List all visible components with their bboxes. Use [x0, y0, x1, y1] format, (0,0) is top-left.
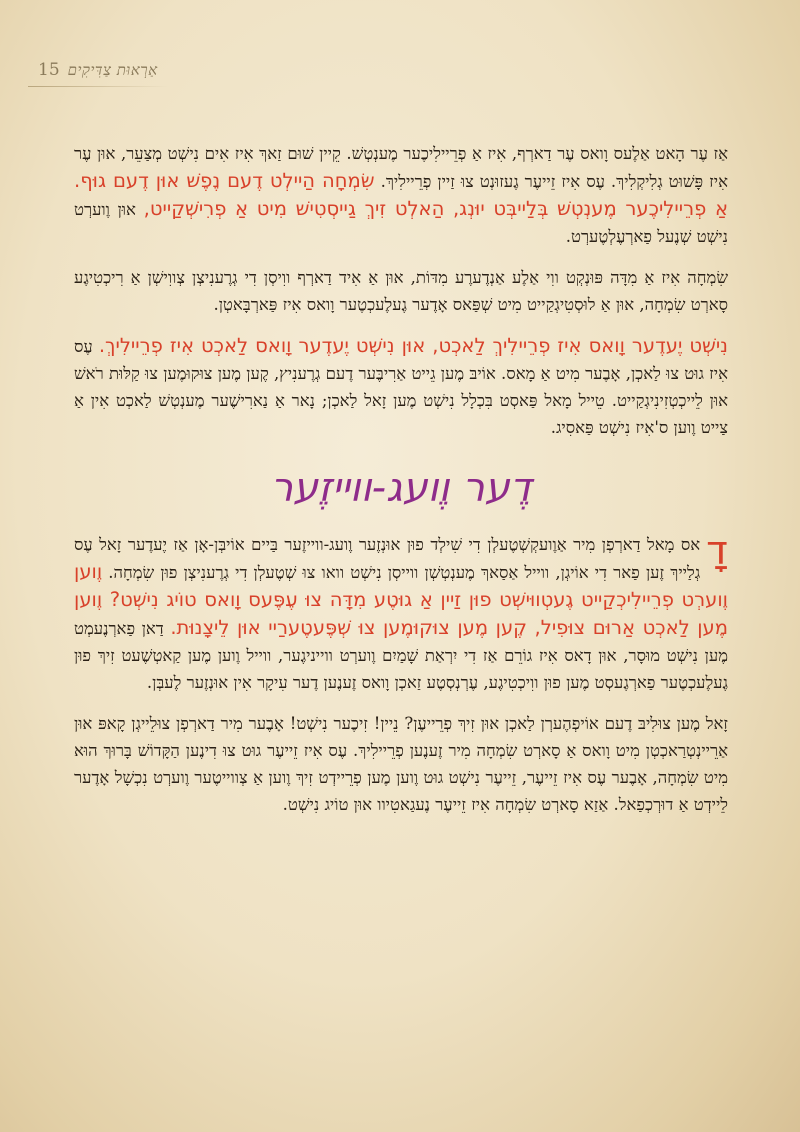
paragraph-1-text: אַז עֶר הָאט אַלֶעס וָואס עֶר דַארְף, אִיז אַ פְרֵיילִיכֶער מֶענְטְשׁ. קֵיין שׁוּם זַאךְ אִיז אִים נִישְׁט מְצַעֵר, אוּן עֶר אִיז פָּשׁוּט גְלִיקְלִיךְ. עֶס אִיז זֵייעֶר גֶעזוּנְט צוּ זַיין פְרֵיילִיךְ.	[74, 144, 728, 191]
paragraph-3	[74, 332, 728, 441]
section-heading: דֶער וֶועג-ווייזֶער	[270, 465, 532, 511]
paragraph-3-text: עֶס אִיז גוּט צוּ לַאכְן, אָבֶער מִיט אַ מָאס. אוֹיבּ מֶען גֵייט אַרִיבֶּער דֶעם גְרֶענִיץ, קֶען מֶען צוּקוּמֶען צוּ קַלּוּת רֹאשׁ אוּן לֵייכְטְזִינִיגְקַייט. טֵייל מָאל פַּאסְט בִּכְלָל נִישְׁט מֶען זָאל לַאכְן; נָאר אַ נַארִישֶׁער מֶענְטְשׁ לַאכְט אִין אַ צַייט וֶוען ס'אִיז נִישְׁט פַּאסִיג.	[74, 337, 728, 437]
paragraph-4	[74, 528, 729, 696]
paragraph-4-tail: דַאן פַארְנֶעמְט מֶען נִישְׁט מוּסָר, אוּן דָאס אִיז גוֹרֵם אַז דִי יִרְאַת שָׁמַיִם וֶוערְט ווייניגֶער, ווייל וֶוען מֶען קַאטְשֶׁעט זִיךְ פוּן גֶעלֶעכְטֶער פַארְגֶעסְט מֶען פוּן ווִיכְטִיגֶע, עֶרְנְסְטֶע זַאכְן וָואס זֶענֶען דֶער עִיקָר אִין אוּנְזֶער לֶעבְּן.	[74, 619, 728, 692]
paragraph-2: שִׂמְחָה אִיז אַ מִדָּה פּוּנְקְט ווִי אַלֶע אַנְדֶערֶע מִדּוֹת, אוּן אַ אִיד דַארְף ווִיסְן דִי גְרֶענִיצְן צְווִישְׁן אַ רִיכְטִיגֶע סָארְט שִׂמְחָה, אוּן אַ לוּסְטִיגְקַייט מִיט שְׁפַּאס אָדֶער גֶעלֶעכְטֶער וָואס אִיז פַּארְבָּאטְן.	[74, 268, 728, 314]
header-divider	[28, 86, 168, 87]
paragraph-4-highlight: וֶוען וֶוערְט פְרֵיילִיכְקַייט גֶעטְווּישְׁט פוּן זַיין אַ גוּטֶע מִדָּה צוּ עֶפֶּעס וָואס טוֹיג נִישְׁט? וֶוען מֶען לַאכְט אַרוּם צוּפִיל, קֶען מֶען צוּקוּמֶען צוּ שְׁפֶּעטֶערַיי אוּן לֵיצָנוּת.	[74, 560, 729, 639]
paragraph-5: זָאל מֶען צוּלִיבּ דֶעם אוֹיפְהֶערְן לַאכְן אוּן זִיךְ פְרֵייעֶן? נֵיין! זִיכֶער נִישְׁט! אָבֶער מִיר דַארְפְן צוּלֵייגְן קָאפּ אוּן אַרֵיינְטְרַאכְטְן מִיט וָואס אַ סָארְט שִׂמְחָה מִיר זֶענֶען פְרֵיילִיךְ. עֶס אִיז זֵייעֶר גוּט צוּ דִינֶען הַקָּדוֹשׁ בָּרוּךְ הוּא מִיט שִׂמְחָה, אָבֶער עֶס אִיז זֵייעֶר, זֵייעֶר נִישְׁט גוּט וֶוען מֶען פְרֵיידְט זִיךְ וֶוען אַ צְווייטֶער וֶוערְט נִכְשָׁל אָדֶער לֵיידְט אַ דוּרְכְפַאל. אַזַא סָארְט שִׂמְחָה אִיז זֵייעֶר נֶעגַאטִיוו אוּן טוֹיג נִישְׁט.	[74, 714, 728, 814]
paragraph-3-highlight: נִישְׁט יֶעדֶער וָואס אִיז פְרֵיילִיךְ לַאכְט, אוּן נִישְׁט יֶעדֶער וָואס לַאכְט אִיז פְרֵיילִיךְ.	[98, 334, 728, 357]
page-number: 15	[38, 60, 60, 80]
paragraph-1-highlight: שִׂמְחָה הַיילְט דֶעם נֶפֶשׁ אוּן דֶעם גוּף. אַ פְרֵיילִיכֶער מֶענְטְשׁ בְּלַייבְּט יוּנְג, הַאלְט זִיךְ גַייסְטִישׁ מִיט אַ פְרִישְׁקַייט,	[74, 169, 728, 220]
article-body	[74, 140, 728, 832]
page-header	[38, 60, 278, 80]
paragraph-1-tail: אוּן וֶוערְט נִישְׁט שְׁנֶעל פַארְעֶלְטֶערְט.	[74, 200, 728, 246]
paragraph-1	[74, 140, 728, 250]
running-title: אַרְאוּת צַדִּיקִים	[67, 61, 158, 79]
paragraph-4-text: אס מָאל דַארְפְן מִיר אַוֶועקְשְׁטֶעלְן דִי שִׁילְד פוּן אוּנְזֶער וֶועג-ווייזֶער בַּיים אוֹיבְּן-אָן אַז יֶעדֶער זָאל עֶס גְלַייךְ זֶען פַאר דִי אוֹיגְן, ווייל אַסַאךְ מֶענְטְשְׁן ווייסְן נִישְׁט וואו צוּ שְׁטֶעלְן דִי גְרֶענִיצְן פוּן שִׂמְחָה.	[74, 535, 701, 582]
drop-cap: דָ	[706, 528, 728, 574]
